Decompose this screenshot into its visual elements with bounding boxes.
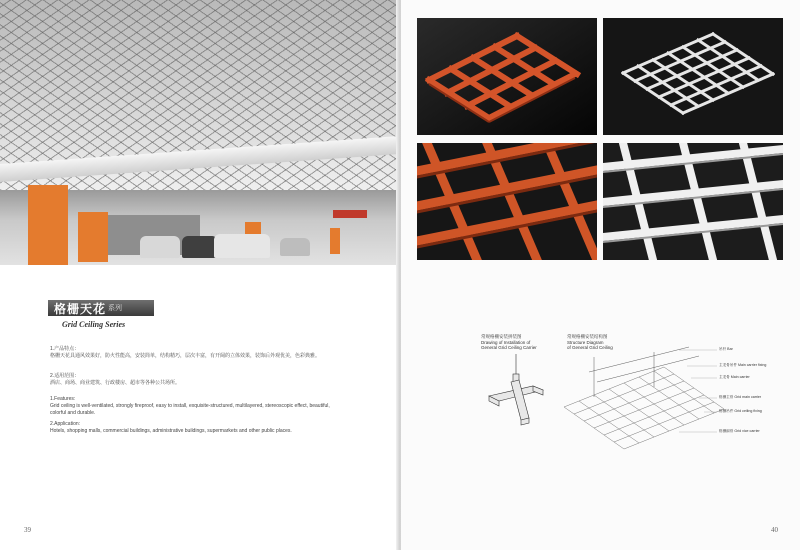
callout-main-carrier: 主龙骨 Main carrier (719, 375, 750, 379)
white-grid-photo-perspective (603, 18, 783, 135)
orange-column (330, 228, 340, 254)
page-number-left: 39 (24, 526, 31, 534)
en-application-heading: 2.Application: (50, 421, 81, 427)
zh-features-heading: 1.产品特点： (50, 346, 80, 352)
en-features-block (50, 396, 340, 417)
callout-grid-ceiling-fixing: 格栅吊件 Grid ceiling fixing (719, 409, 762, 413)
exit-sign (333, 210, 367, 218)
orange-grid-photo-closeup (417, 143, 597, 260)
zh-application-block (50, 373, 340, 387)
zh-features-text: 格栅天花具通风效果好，防火性能高，安装简单，结构精巧，层次丰富，有开阔的立体效果，装饰后外观优美，色彩典雅。 (50, 353, 321, 359)
series-title-box (48, 300, 154, 316)
parked-car (182, 236, 218, 258)
structure-drawing (559, 342, 739, 457)
zh-features-block (50, 346, 340, 360)
orange-grid-photo-perspective (417, 18, 597, 135)
en-features-text: Grid ceiling is well-ventilated, strongly fireproof, easy to install, exquisite-structured, multilayered, stereoscopic effect, beautiful, colorful and durable. (50, 403, 330, 416)
callout-bar: 吊杆 Bar (719, 347, 733, 351)
series-title-zh-small: 系列 (108, 305, 123, 312)
en-features-heading: 1.Features: (50, 396, 76, 402)
parked-car (140, 236, 180, 258)
parked-car (280, 238, 310, 256)
parked-car (214, 234, 270, 258)
callout-main-carrier-fixing: 主龙骨吊件 Main carrier fixing (719, 363, 767, 367)
installation-drawing (481, 354, 551, 434)
en-application-block (50, 421, 340, 435)
page-number-right: 40 (771, 526, 778, 534)
callout-grid-vice-carrier: 格栅副骨 Grid vice carrier (719, 429, 760, 433)
orange-column (28, 185, 68, 265)
zh-application-heading: 2.适用范围： (50, 373, 80, 379)
structure-diagram-title: 常规格栅安装结构图 Structure Diagram of General Grid Ceiling (567, 334, 613, 350)
parking-garage-photo (0, 0, 399, 265)
installation-diagram-title: 常规格栅安装拼装图 Drawing of Installation of General Grid Ceiling Carrier (481, 334, 537, 350)
series-title-en: Grid Ceiling Series (62, 320, 126, 329)
series-title-zh: 格栅天花 (54, 301, 107, 316)
orange-column (78, 212, 108, 262)
right-page (401, 0, 800, 550)
white-grid-photo-closeup (603, 143, 783, 260)
en-application-text: Hotels, shopping malls, commercial buildings, administrative buildings, supermarkets and other public places. (50, 428, 292, 434)
zh-application-text: 酒店、商场、商业建筑、行政楼房、超市等各种公共场所。 (50, 380, 181, 386)
left-page (0, 0, 399, 550)
callout-grid-main-carrier: 格栅主骨 Grid main carrier (719, 395, 762, 399)
